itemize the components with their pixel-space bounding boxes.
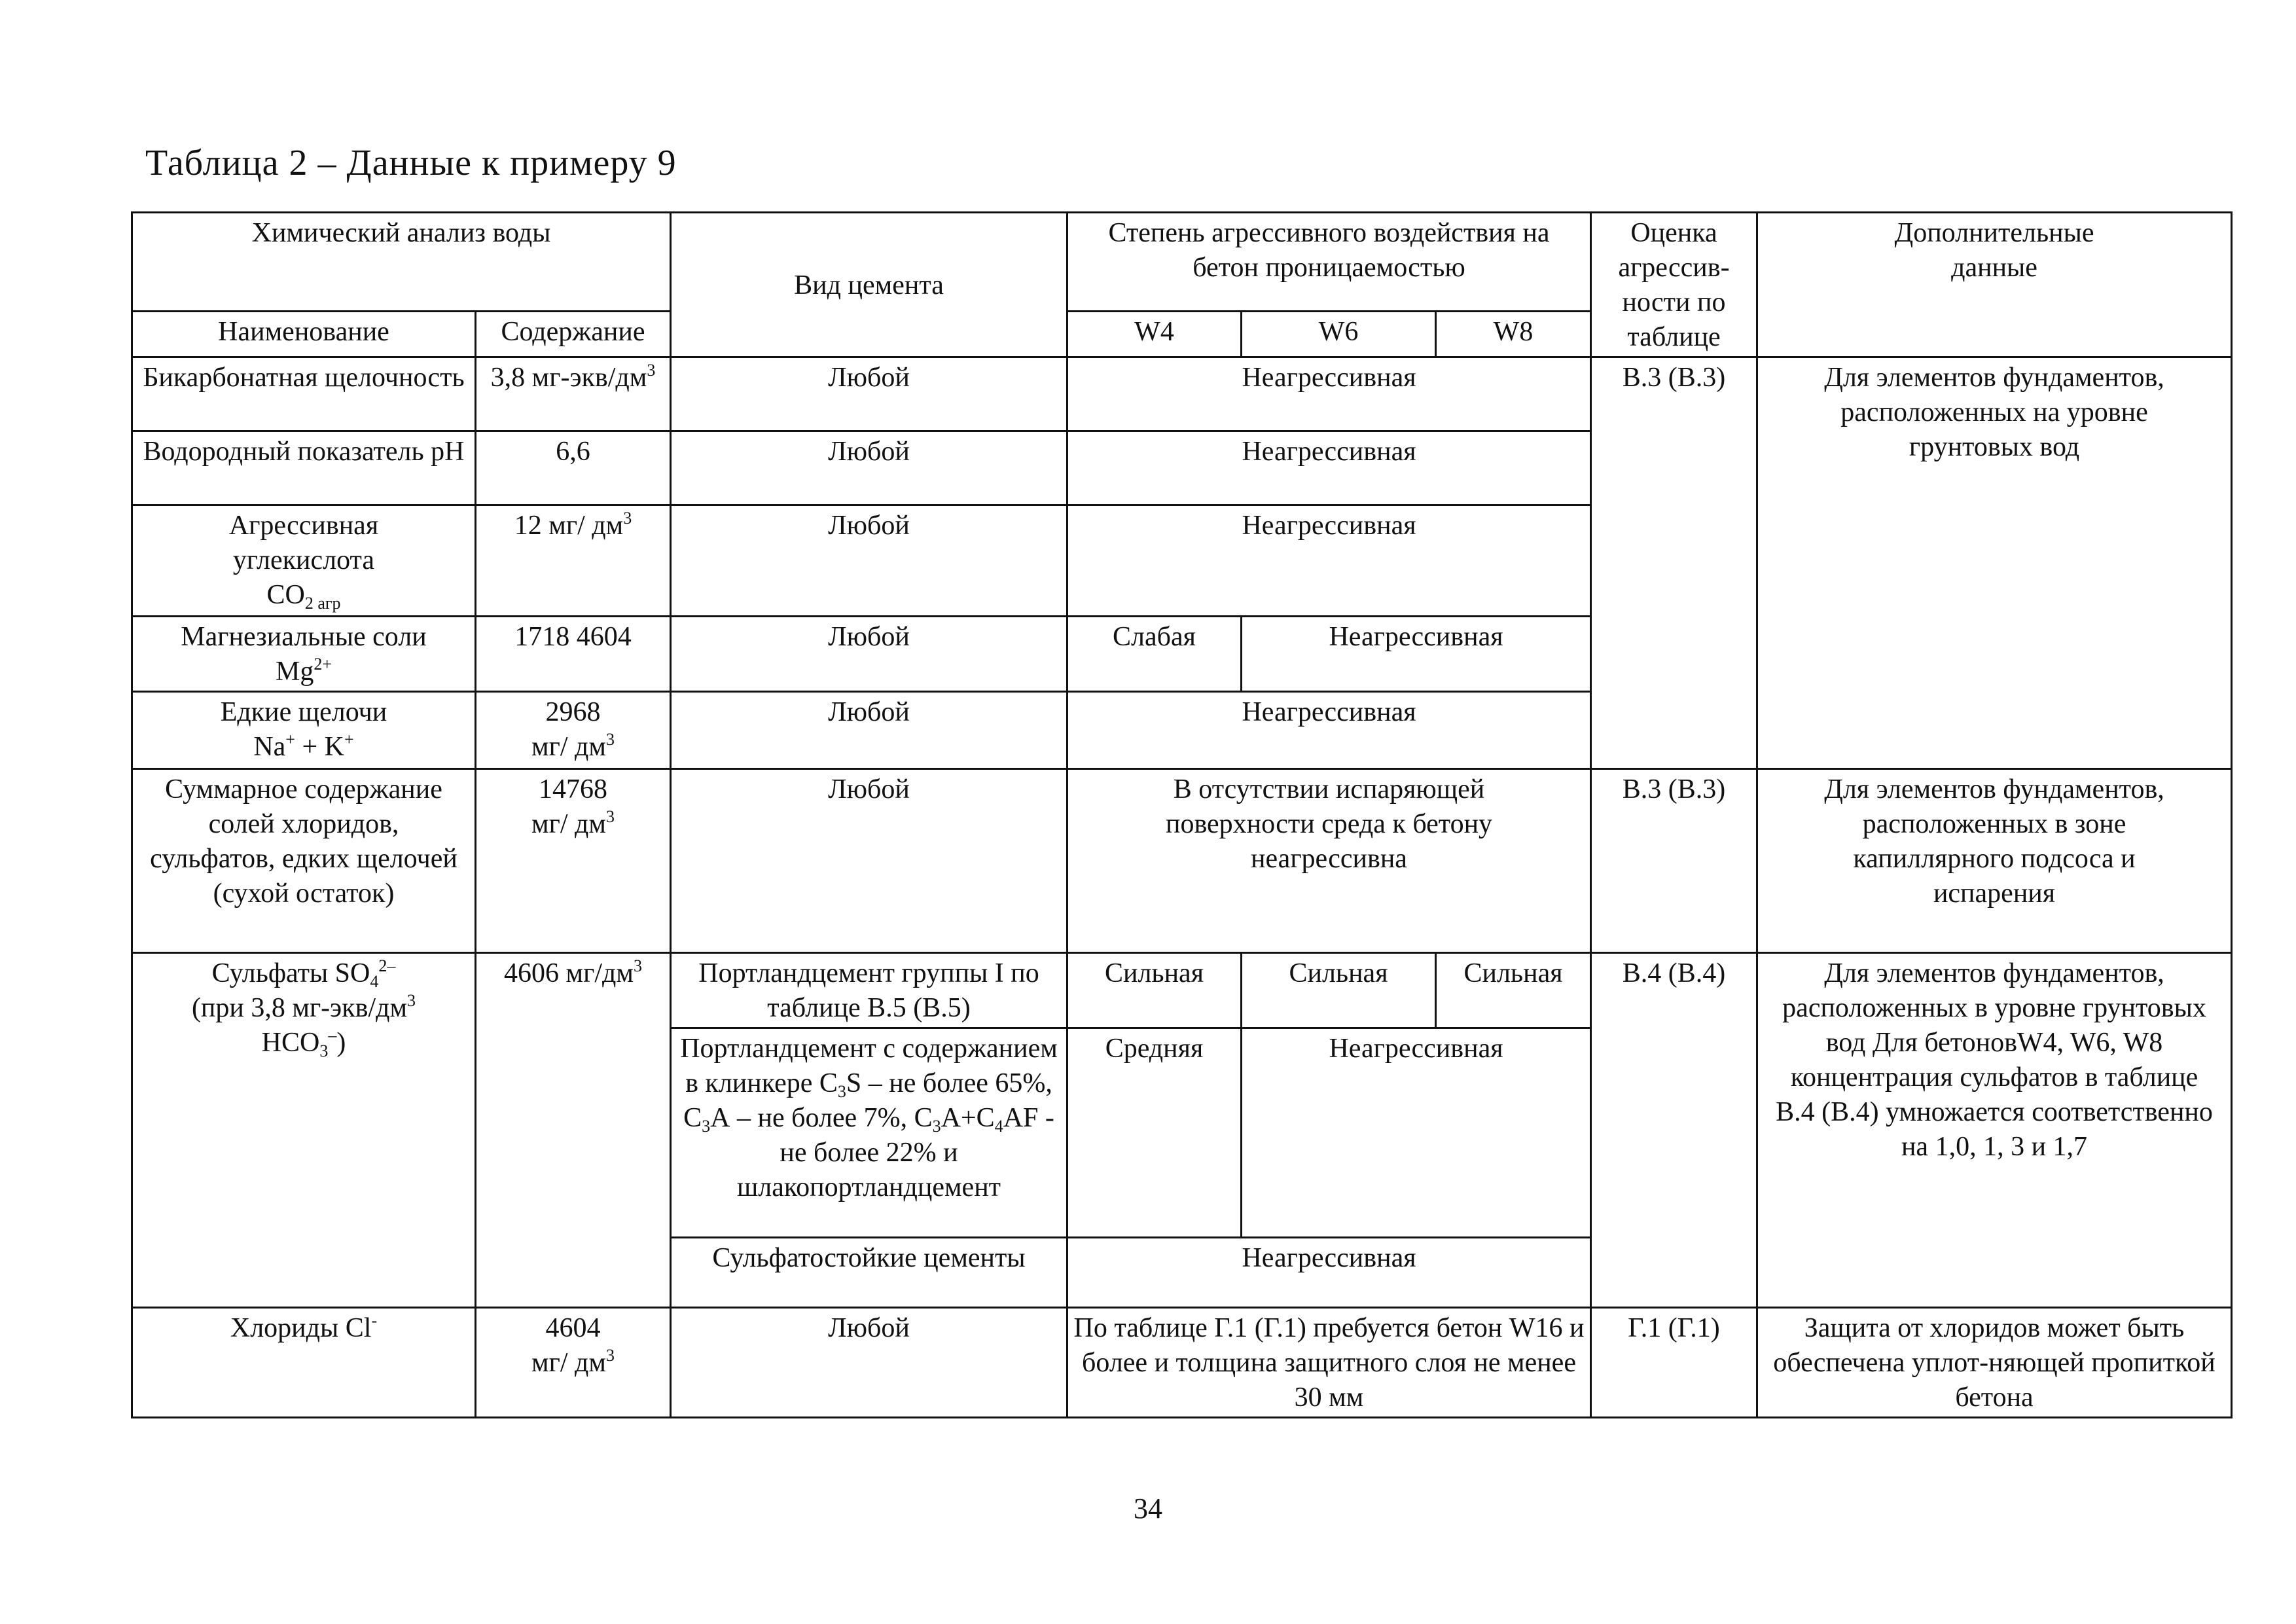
cell-name: Водородный показатель рН [132, 431, 476, 505]
cell-value: 4604 мг/ $дм^3$ [476, 1308, 671, 1418]
cell-cement: Любой [671, 505, 1067, 617]
cell-assessment: В.3 (В.3) [1591, 357, 1757, 769]
cell-degree: Неагрессивная [1067, 357, 1591, 431]
cell-additional: Для элементов фундаментов, расположенных на уровне грунтовых вод [1757, 357, 2232, 769]
header-w4: W4 [1067, 312, 1242, 357]
cell-degree: В отсутствии испаряющей поверхности среда к бетону неагрессивна [1067, 769, 1591, 953]
header-name: Наименование [132, 312, 476, 357]
cell-value: 14768 мг/ $дм^3$ [476, 769, 671, 953]
page-number: 34 [1134, 1492, 1162, 1525]
cell-degree-w6-w8: Неагрессивная [1242, 617, 1591, 692]
cell-value: 6,6 [476, 431, 671, 505]
cell-cement: Любой [671, 769, 1067, 953]
cell-name: Агрессивная углекислота $СО_{2 агр}$ [132, 505, 476, 617]
cell-name: Сульфаты $SO_4^{2-}$ (при 3,8 $мг-экв/дм^3$ $НСО_3^-$) [132, 953, 476, 1308]
cell-name: Магнезиальные соли $Mg^{2+}$ [132, 617, 476, 692]
table-row [132, 1308, 2232, 1418]
cell-value: 1718 4604 [476, 617, 671, 692]
cell-degree-w4: Сильная [1067, 953, 1242, 1028]
cell-value: 4606 $мг/дм^3$ [476, 953, 671, 1308]
cell-degree: Неагрессивная [1067, 505, 1591, 617]
cell-degree-w4: Слабая [1067, 617, 1242, 692]
cell-assessment: В.3 (В.3) [1591, 769, 1757, 953]
table-caption: Таблица 2 – Данные к примеру 9 [145, 143, 677, 183]
cell-cement: Любой [671, 692, 1067, 769]
header-cement-type: Вид цемента [671, 213, 1067, 357]
cell-cement: Любой [671, 431, 1067, 505]
cell-name: Едкие щелочи Na+ + K+ [132, 692, 476, 769]
cell-cement: Портландцемент с содержанием в клинкере $С_3S$ – не более 65%, $С_3А$ – не более 7%, $С_3А+С_4AF$ - не более 22% и шлакопортландцемент [671, 1028, 1067, 1238]
cell-assessment: Г.1 (Г.1) [1591, 1308, 1757, 1418]
cell-degree: Неагрессивная [1067, 1238, 1591, 1308]
header-content: Содержание [476, 312, 671, 357]
table-row [132, 953, 2232, 1028]
header-w6: W6 [1242, 312, 1436, 357]
header-chem-analysis: Химический анализ воды [132, 213, 671, 312]
cell-value: 3,8 $мг-экв/дм^3$ [476, 357, 671, 431]
cell-value: 2968 мг/ $дм^3$ [476, 692, 671, 769]
table-row [132, 357, 2232, 431]
cell-degree-w8: Сильная [1436, 953, 1591, 1028]
table-row [132, 769, 2232, 953]
cell-degree-w6: Сильная [1242, 953, 1436, 1028]
cell-cement: Портландцемент группы I по таблице В.5 (В.5) [671, 953, 1067, 1028]
cell-name: Хлориды Cl- [132, 1308, 476, 1418]
header-aggressiveness: Степень агрессивного воздействия на бетон проницаемостью [1067, 213, 1591, 312]
cell-cement: Любой [671, 1308, 1067, 1418]
cell-degree-w4: Средняя [1067, 1028, 1242, 1238]
cell-name: Бикарбонатная щелочность [132, 357, 476, 431]
water-analysis-table [131, 211, 2233, 1418]
cell-value: 12 мг/ $дм^3$ [476, 505, 671, 617]
cell-cement: Сульфатостойкие цементы [671, 1238, 1067, 1308]
cell-degree-w6-w8: Неагрессивная [1242, 1028, 1591, 1238]
cell-assessment: В.4 (В.4) [1591, 953, 1757, 1308]
header-assessment: Оценка агрессив-ности по таблице [1591, 213, 1757, 357]
cell-degree: Неагрессивная [1067, 431, 1591, 505]
cell-degree: По таблице Г.1 (Г.1) пребуется бетон W16 и более и толщина защитного слоя не менее 30 мм [1067, 1308, 1591, 1418]
cell-additional: Защита от хлоридов может быть обеспечена уплот-няющей пропиткой бетона [1757, 1308, 2232, 1418]
header-w8: W8 [1436, 312, 1591, 357]
cell-cement: Любой [671, 357, 1067, 431]
cell-name: Суммарное содержание солей хлоридов, сульфатов, едких щелочей (сухой остаток) [132, 769, 476, 953]
header-additional: Дополнительные данные [1757, 213, 2232, 357]
cell-degree: Неагрессивная [1067, 692, 1591, 769]
cell-cement: Любой [671, 617, 1067, 692]
header-row-1 [132, 213, 2232, 312]
cell-additional: Для элементов фундаментов, расположенных в уровне грунтовых вод Для бетоновW4, W6, W8 концентрация сульфатов в таблице В.4 (В.4) умножается соответственно на 1,0, 1, 3 и 1,7 [1757, 953, 2232, 1308]
cell-additional: Для элементов фундаментов, расположенных в зоне капиллярного подсоса и испарения [1757, 769, 2232, 953]
